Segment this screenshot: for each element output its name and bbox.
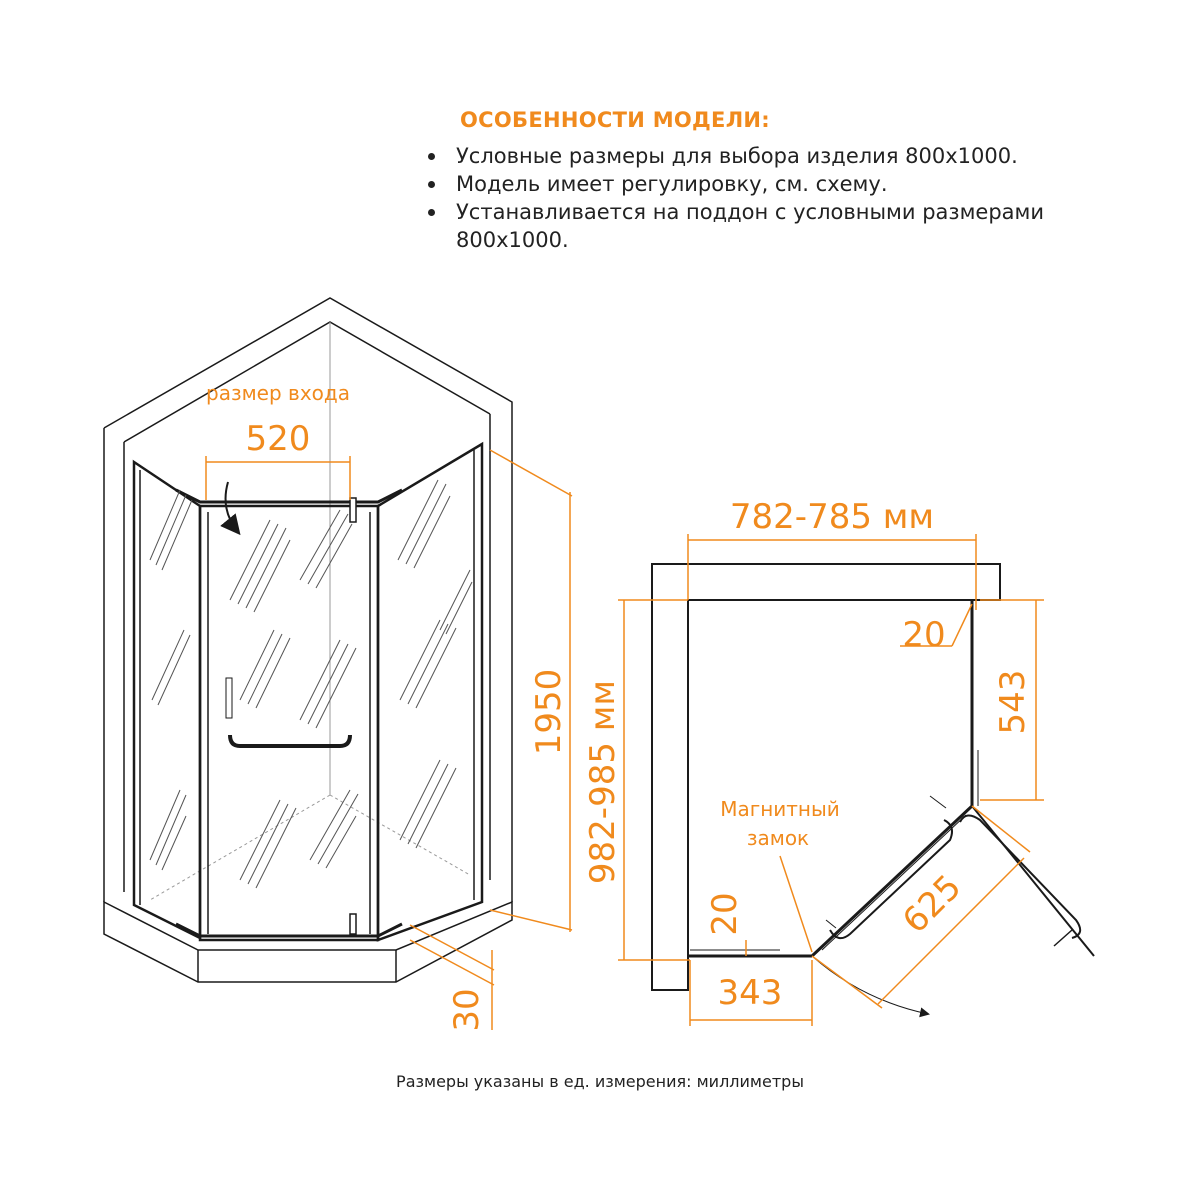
gap-top-value: 20 (902, 615, 946, 655)
entrance-label: размер входа (206, 381, 350, 405)
right-panel-value: 543 (993, 669, 1033, 735)
gap-bottom-value: 20 (705, 892, 745, 936)
entrance-width-value: 520 (245, 419, 311, 459)
height-value: 1950 (529, 668, 569, 756)
feature-item: Условные размеры для выбора изделия 800х1000. (420, 142, 1116, 170)
front-dimensions (206, 450, 572, 1030)
plan-view (652, 564, 1094, 1014)
door-diagonal-value: 625 (895, 867, 970, 942)
magnet-lock-label-2: замок (746, 826, 810, 850)
right-glass-panel (378, 444, 482, 940)
plan-dimensions (618, 534, 1044, 1026)
side-depth-value: 982-985 мм (583, 679, 623, 885)
features-title: ОСОБЕННОСТИ МОДЕЛИ: (460, 108, 771, 132)
door-handle (230, 735, 350, 746)
top-rail (176, 490, 402, 502)
units-note: Размеры указаны в ед. измерения: миллиметры (396, 1072, 804, 1091)
top-width-value: 782-785 мм (729, 497, 935, 537)
feature-item: Устанавливается на поддон с условными размерами 800х1000. (420, 198, 1116, 254)
door-panel (200, 506, 378, 940)
left-glass-panel (134, 462, 200, 938)
magnet-lock-label: Магнитный (720, 797, 840, 821)
bottom-panel-value: 343 (717, 973, 783, 1013)
tray-height-value: 30 (447, 988, 487, 1032)
glass-reflections (150, 480, 472, 888)
feature-item: Модель имеет регулировку, см. схему. (420, 170, 1116, 198)
